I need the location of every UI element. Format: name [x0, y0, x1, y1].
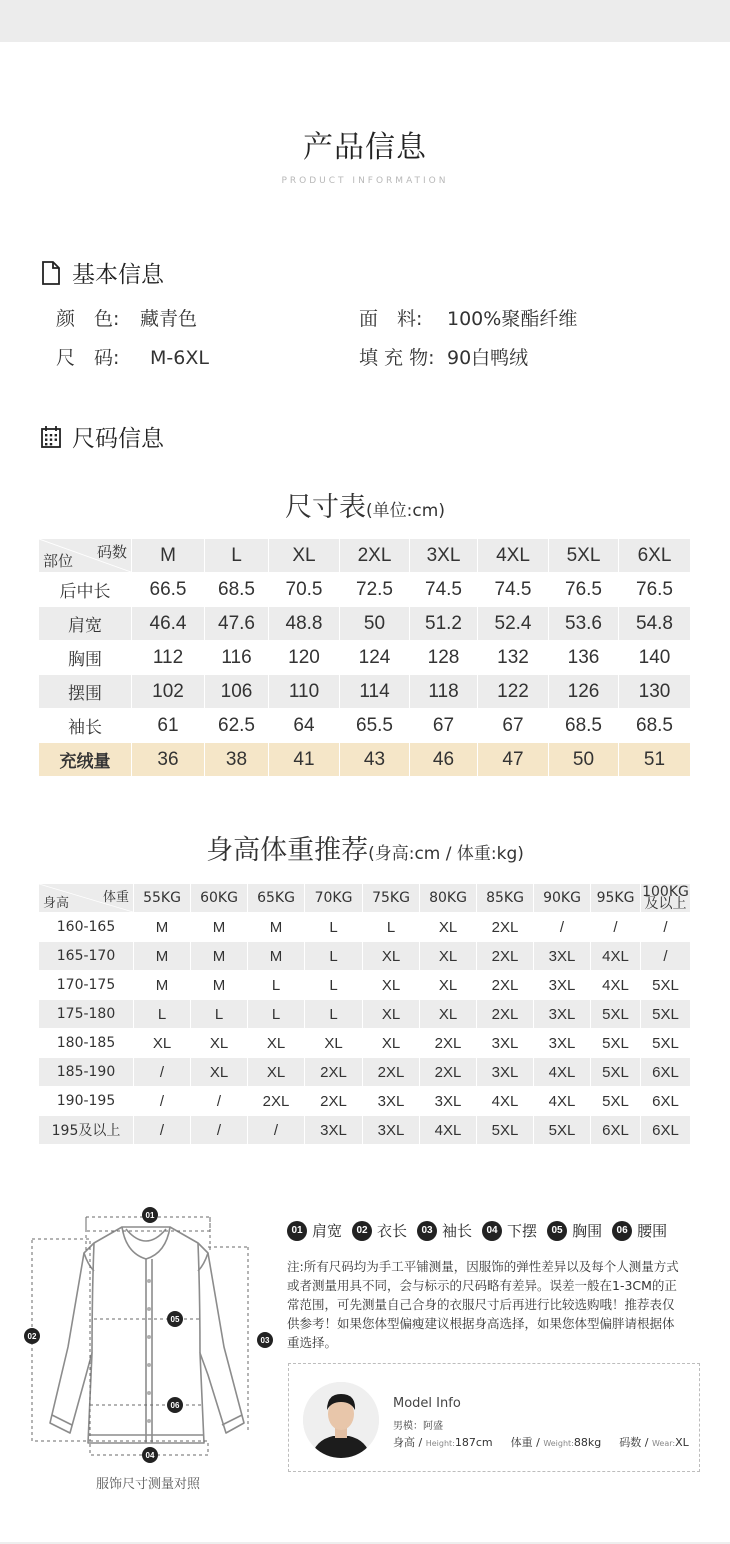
size-value-cell: 132	[478, 641, 549, 675]
size-value-cell: 74.5	[410, 573, 478, 607]
diagram-caption: 服饰尺寸测量对照	[95, 1477, 200, 1492]
document-icon	[40, 261, 62, 285]
recommend-size-cell: 2XL	[305, 1087, 363, 1116]
note-line: 或者测量用具不同，会与标示的尺码略有差异。误差一般在1-3CM的正	[287, 1278, 677, 1293]
size-table-header	[39, 539, 691, 573]
size-value-cell: 38	[205, 743, 269, 777]
wear-label: 码数 /	[619, 1436, 652, 1449]
recommend-size-cell: 3XL	[534, 971, 591, 1000]
note-line: 重选择。	[287, 1335, 338, 1350]
info-color	[56, 304, 197, 331]
legend-label: 衣长	[377, 1222, 408, 1240]
top-band	[0, 0, 730, 42]
weight-header-cell: 70KG	[305, 884, 363, 913]
size-value-cell: 74.5	[478, 573, 549, 607]
size-value-cell: 48.8	[269, 607, 340, 641]
info-value: 90白鸭绒	[447, 347, 529, 369]
weight-header-cell: 85KG	[477, 884, 534, 913]
marker-06: 06	[170, 1401, 180, 1410]
legend-number: 04	[482, 1221, 502, 1241]
weight-label: 体重 /	[510, 1436, 544, 1449]
size-value-cell: 43	[340, 743, 410, 777]
recommend-size-cell: 2XL	[363, 1058, 420, 1087]
size-table-row	[39, 709, 691, 743]
recommend-size-cell: XL	[363, 1029, 420, 1058]
weight-header-cell: 60KG	[191, 884, 248, 913]
size-value-cell: 126	[549, 675, 619, 709]
recommend-size-cell: 3XL	[477, 1058, 534, 1087]
size-table-row	[39, 641, 691, 675]
info-fabric	[359, 304, 577, 331]
info-value: M-6XL	[150, 347, 209, 369]
recommend-size-cell: 5XL	[477, 1116, 534, 1145]
size-header-cell: XL	[269, 539, 340, 573]
recommend-table-row	[39, 1116, 691, 1145]
recommend-size-cell: /	[191, 1116, 248, 1145]
weight-header-cell: 100KG及以上	[642, 884, 689, 912]
basic-info-title: 基本信息	[72, 262, 164, 288]
wear-value: XL	[675, 1436, 689, 1449]
height-cell: 175-180	[39, 1000, 134, 1029]
model-wear	[619, 1434, 688, 1450]
page-subtitle: PRODUCT INFORMATION	[281, 176, 449, 186]
recommend-size-cell: 3XL	[477, 1029, 534, 1058]
size-value-cell: 76.5	[619, 573, 691, 607]
size-table-row	[39, 573, 691, 607]
size-table-corner	[39, 539, 132, 573]
recommend-size-cell: XL	[420, 1000, 477, 1029]
recommend-table-row	[39, 971, 691, 1000]
recommend-size-cell: XL	[363, 971, 420, 1000]
recommend-size-cell: 5XL	[591, 1000, 641, 1029]
recommend-size-cell: 5XL	[534, 1116, 591, 1145]
size-value-cell: 50	[340, 607, 410, 641]
recommend-table-title	[0, 828, 730, 867]
size-part-cell: 袖长	[39, 709, 132, 743]
height-cell: 195及以上	[39, 1116, 134, 1145]
recommend-size-cell: M	[191, 942, 248, 971]
recommend-table-row	[39, 1029, 691, 1058]
size-info-title: 尺码信息	[72, 426, 164, 452]
legend-item	[547, 1220, 602, 1241]
size-table-row	[39, 607, 691, 641]
model-stats	[393, 1434, 707, 1450]
size-value-cell: 50	[549, 743, 619, 777]
size-value-cell: 51.2	[410, 607, 478, 641]
size-value-cell: 120	[269, 641, 340, 675]
size-value-cell: 61	[132, 709, 205, 743]
corner-weight-label: 体重	[102, 890, 129, 905]
recommend-size-cell: M	[191, 913, 248, 942]
size-part-cell: 后中长	[39, 573, 132, 607]
recommend-size-cell: XL	[305, 1029, 363, 1058]
size-value-cell: 51	[619, 743, 691, 777]
recommend-size-cell: 2XL	[477, 942, 534, 971]
recommend-table-row	[39, 1058, 691, 1087]
recommend-size-cell: 6XL	[591, 1116, 641, 1145]
recommend-size-cell: /	[134, 1087, 191, 1116]
recommend-size-cell: /	[591, 913, 641, 942]
size-value-cell: 114	[340, 675, 410, 709]
recommend-size-cell: 2XL	[477, 913, 534, 942]
size-value-cell: 122	[478, 675, 549, 709]
size-value-cell: 47	[478, 743, 549, 777]
recommend-size-cell: 2XL	[248, 1087, 305, 1116]
recommend-size-cell: L	[305, 942, 363, 971]
recommend-size-cell: XL	[420, 971, 477, 1000]
size-header-cell: L	[205, 539, 269, 573]
recommend-size-cell: 3XL	[534, 942, 591, 971]
size-value-cell: 128	[410, 641, 478, 675]
weight-value: 88kg	[573, 1436, 602, 1449]
size-value-cell: 65.5	[340, 709, 410, 743]
corner-size-label: 码数	[96, 543, 127, 561]
corner-height-label: 身高	[43, 896, 70, 911]
size-value-cell: 36	[132, 743, 205, 777]
legend-number: 06	[612, 1221, 632, 1241]
recommend-size-cell: 3XL	[534, 1000, 591, 1029]
measurement-legend	[287, 1220, 677, 1241]
size-value-cell: 68.5	[619, 709, 691, 743]
diagram-markers	[24, 1207, 273, 1463]
recommend-size-cell: XL	[363, 1000, 420, 1029]
recommend-table	[38, 883, 691, 1145]
recommend-size-cell: 5XL	[641, 1000, 691, 1029]
wear-en: Wear:	[651, 1439, 676, 1448]
note-line: 供参考！如果您体型偏瘦建议根据身高选择，如果您体型偏胖请根据体	[287, 1316, 675, 1331]
recommend-size-cell: L	[248, 1000, 305, 1029]
size-header-cell: 4XL	[478, 539, 549, 573]
recommend-size-cell: /	[641, 913, 691, 942]
size-value-cell: 46.4	[132, 607, 205, 641]
recommend-size-cell: XL	[191, 1029, 248, 1058]
recommend-table-unit: (身高:cm / 体重:kg)	[368, 844, 524, 864]
recommend-size-cell: 5XL	[641, 1029, 691, 1058]
weight-header-cell: 55KG	[134, 884, 191, 913]
recommend-size-cell: 6XL	[641, 1116, 691, 1145]
model-weight	[511, 1434, 602, 1450]
size-value-cell: 130	[619, 675, 691, 709]
recommend-size-cell: L	[363, 913, 420, 942]
size-value-cell: 106	[205, 675, 269, 709]
legend-item	[482, 1220, 537, 1241]
size-value-cell: 68.5	[205, 573, 269, 607]
size-value-cell: 66.5	[132, 573, 205, 607]
size-header-cell: 6XL	[619, 539, 691, 573]
recommend-size-cell: 4XL	[534, 1087, 591, 1116]
calendar-icon	[40, 425, 62, 449]
recommend-size-cell: 4XL	[591, 942, 641, 971]
recommend-size-cell: XL	[191, 1058, 248, 1087]
info-value: 藏青色	[140, 308, 198, 330]
recommend-size-cell: 3XL	[534, 1029, 591, 1058]
recommend-size-cell: 2XL	[420, 1029, 477, 1058]
size-value-cell: 110	[269, 675, 340, 709]
info-label: 尺 码:	[56, 347, 120, 369]
recommend-size-cell: L	[191, 1000, 248, 1029]
basic-info-heading	[40, 256, 164, 289]
size-part-cell: 胸围	[39, 641, 132, 675]
size-value-cell: 67	[410, 709, 478, 743]
note-line: 注:所有尺码均为手工平铺测量，因服饰的弹性差异以及每个人测量方式	[287, 1259, 679, 1274]
size-value-cell: 47.6	[205, 607, 269, 641]
recommend-size-cell: M	[134, 942, 191, 971]
size-value-cell: 53.6	[549, 607, 619, 641]
size-value-cell: 67	[478, 709, 549, 743]
size-value-cell: 41	[269, 743, 340, 777]
size-value-cell: 76.5	[549, 573, 619, 607]
recommend-size-cell: 6XL	[641, 1087, 691, 1116]
recommend-size-cell: 3XL	[420, 1087, 477, 1116]
recommend-size-cell: 2XL	[305, 1058, 363, 1087]
recommend-size-cell: L	[305, 913, 363, 942]
legend-label: 袖长	[442, 1222, 473, 1240]
weight-header-cell: 75KG	[363, 884, 420, 913]
legend-number: 03	[417, 1221, 437, 1241]
weight-header-cell: 80KG	[420, 884, 477, 913]
size-value-cell: 72.5	[340, 573, 410, 607]
height-cell: 165-170	[39, 942, 134, 971]
size-value-cell: 102	[132, 675, 205, 709]
height-en: Height:	[425, 1439, 455, 1448]
garment-diagram	[22, 1205, 277, 1500]
recommend-table-row	[39, 942, 691, 971]
recommend-size-cell: XL	[420, 913, 477, 942]
size-value-cell: 124	[340, 641, 410, 675]
legend-item	[352, 1220, 407, 1241]
recommend-size-cell: 4XL	[420, 1116, 477, 1145]
info-size	[56, 343, 209, 370]
size-value-cell: 68.5	[549, 709, 619, 743]
recommend-size-cell: 3XL	[363, 1087, 420, 1116]
size-table-unit: (单位:cm)	[366, 501, 445, 521]
recommend-size-cell: M	[134, 913, 191, 942]
height-cell: 190-195	[39, 1087, 134, 1116]
marker-01: 01	[145, 1211, 155, 1220]
weight-header-cell: 65KG	[248, 884, 305, 913]
recommend-size-cell: L	[305, 1000, 363, 1029]
recommend-size-cell: 6XL	[641, 1058, 691, 1087]
recommend-size-cell: 4XL	[477, 1087, 534, 1116]
recommend-size-cell: XL	[363, 942, 420, 971]
info-label: 填 充 物:	[359, 347, 435, 369]
recommend-size-cell: 4XL	[591, 971, 641, 1000]
size-table	[38, 538, 691, 777]
legend-item	[612, 1220, 667, 1241]
weight-header-cell: 90KG	[534, 884, 591, 913]
height-cell: 160-165	[39, 913, 134, 942]
model-info-title: Model Info	[393, 1396, 461, 1411]
recommend-size-cell: 2XL	[477, 971, 534, 1000]
recommend-size-cell: /	[641, 942, 691, 971]
size-value-cell: 118	[410, 675, 478, 709]
legend-label: 胸围	[572, 1222, 603, 1240]
recommend-table-corner	[39, 884, 134, 913]
recommend-size-cell: L	[248, 971, 305, 1000]
legend-number: 05	[547, 1221, 567, 1241]
size-part-cell: 肩宽	[39, 607, 132, 641]
size-value-cell: 54.8	[619, 607, 691, 641]
model-height	[393, 1434, 493, 1450]
recommend-table-header	[39, 884, 691, 913]
weight-header-cell: 95KG	[591, 884, 641, 913]
marker-02: 02	[27, 1332, 37, 1341]
recommend-size-cell: 2XL	[420, 1058, 477, 1087]
recommend-size-cell: M	[248, 913, 305, 942]
page-title: 产品信息	[303, 130, 427, 165]
size-header-cell: 3XL	[410, 539, 478, 573]
size-info-heading	[40, 420, 164, 453]
recommend-size-cell: L	[305, 971, 363, 1000]
recommend-size-cell: /	[134, 1116, 191, 1145]
size-table-row	[39, 743, 691, 777]
size-value-cell: 112	[132, 641, 205, 675]
legend-number: 01	[287, 1221, 307, 1241]
info-value: 100%聚酯纤维	[447, 308, 578, 330]
size-value-cell: 70.5	[269, 573, 340, 607]
legend-label: 下摆	[507, 1222, 538, 1240]
recommend-table-title-text: 身高体重推荐	[206, 835, 369, 866]
recommend-size-cell: XL	[420, 942, 477, 971]
marker-03: 03	[260, 1336, 270, 1345]
legend-number: 02	[352, 1221, 372, 1241]
height-value: 187cm	[454, 1436, 493, 1449]
size-header-cell: 5XL	[549, 539, 619, 573]
recommend-size-cell: XL	[248, 1029, 305, 1058]
size-table-title-text: 尺寸表	[285, 492, 367, 523]
recommend-size-cell: 4XL	[534, 1058, 591, 1087]
size-part-cell: 充绒量	[39, 743, 132, 777]
size-value-cell: 140	[619, 641, 691, 675]
marker-05: 05	[170, 1315, 180, 1324]
size-table-title	[0, 485, 730, 524]
height-cell: 185-190	[39, 1058, 134, 1087]
size-header-cell: M	[132, 539, 205, 573]
height-cell: 170-175	[39, 971, 134, 1000]
recommend-size-cell: XL	[134, 1029, 191, 1058]
height-label: 身高 /	[393, 1436, 426, 1449]
height-cell: 180-185	[39, 1029, 134, 1058]
recommend-size-cell: 5XL	[591, 1029, 641, 1058]
measurement-note	[287, 1257, 703, 1352]
model-avatar	[303, 1382, 379, 1458]
info-filling	[359, 343, 528, 370]
size-part-cell: 摆围	[39, 675, 132, 709]
size-header-cell: 2XL	[340, 539, 410, 573]
recommend-size-cell: /	[534, 913, 591, 942]
info-label: 颜 色:	[56, 308, 120, 330]
recommend-size-cell: /	[248, 1116, 305, 1145]
legend-label: 腰围	[637, 1222, 668, 1240]
recommend-size-cell: 3XL	[363, 1116, 420, 1145]
recommend-table-row	[39, 913, 691, 942]
weight-en: Weight:	[543, 1439, 574, 1448]
recommend-size-cell: XL	[248, 1058, 305, 1087]
legend-item	[417, 1220, 472, 1241]
info-label: 面 料:	[359, 308, 423, 330]
size-value-cell: 64	[269, 709, 340, 743]
size-value-cell: 46	[410, 743, 478, 777]
recommend-size-cell: 5XL	[591, 1087, 641, 1116]
recommend-table-row	[39, 1000, 691, 1029]
size-table-row	[39, 675, 691, 709]
recommend-size-cell: 5XL	[641, 971, 691, 1000]
recommend-size-cell: M	[191, 971, 248, 1000]
marker-04: 04	[145, 1451, 155, 1460]
size-value-cell: 62.5	[205, 709, 269, 743]
model-info-card	[288, 1363, 700, 1472]
recommend-table-row	[39, 1087, 691, 1116]
recommend-size-cell: /	[134, 1058, 191, 1087]
recommend-size-cell: L	[134, 1000, 191, 1029]
corner-part-label: 部位	[43, 552, 74, 570]
legend-item	[287, 1220, 342, 1241]
recommend-size-cell: M	[134, 971, 191, 1000]
legend-label: 肩宽	[312, 1222, 343, 1240]
recommend-size-cell: /	[191, 1087, 248, 1116]
size-value-cell: 52.4	[478, 607, 549, 641]
size-value-cell: 116	[205, 641, 269, 675]
recommend-size-cell: 2XL	[477, 1000, 534, 1029]
model-name: 男模：阿盛	[393, 1421, 443, 1432]
recommend-size-cell: M	[248, 942, 305, 971]
recommend-size-cell: 5XL	[591, 1058, 641, 1087]
size-value-cell: 136	[549, 641, 619, 675]
recommend-size-cell: 3XL	[305, 1116, 363, 1145]
note-line: 常范围，可先测量自己合身的衣服尺寸后再进行比较选购哦！推荐表仅	[287, 1297, 675, 1312]
